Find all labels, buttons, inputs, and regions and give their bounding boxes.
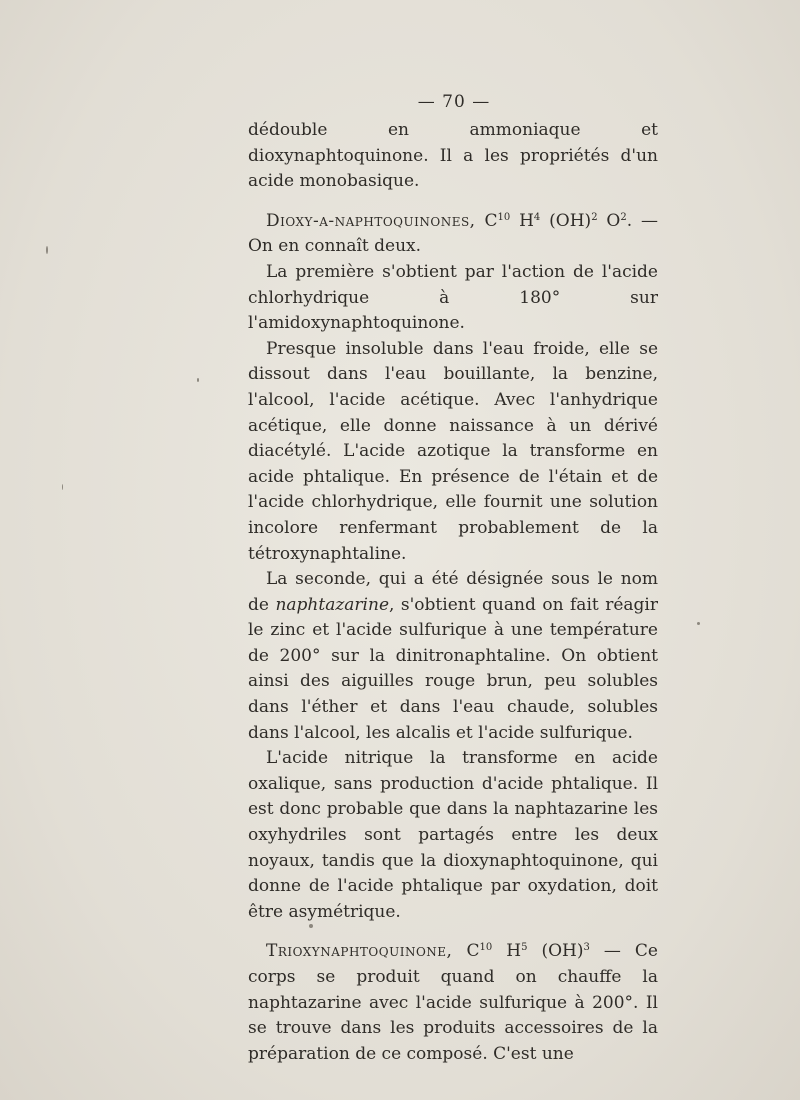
formula-sup: 5 xyxy=(521,942,528,954)
paragraph-text: . — On en connaît deux. xyxy=(248,210,659,257)
paper-speck xyxy=(309,924,313,928)
formula-c: C xyxy=(466,941,480,962)
paragraph-text: — Ce corps se produit quand on chauffe la naphtazarine avec l'acide sulfurique à 200°. Il se trouve dans les produits accessoires de la préparation de ce composé. C'est une xyxy=(248,941,658,1064)
paragraph-trioxy-naphtoquinone xyxy=(248,939,658,1067)
paper-speck xyxy=(197,378,199,382)
formula-oh: (OH) xyxy=(540,210,592,231)
formula-sup: 2 xyxy=(620,211,627,223)
paragraph-text: , s'obtient quand on fait réagir le zinc et l'acide sulfurique à une température de 200° sur la dinitronaphtaline. On obtient ainsi des aiguilles rouge brun, peu solubles dans l'éther et dans l'eau chaude, solubles dans l'alcool, les alcalis et l'acide sulfurique. xyxy=(248,594,658,743)
paragraph-dioxy-naphtoquinones xyxy=(248,209,658,260)
formula-c: C xyxy=(484,210,498,231)
paragraph-continuation: dédouble en ammoniaque et dioxynaphtoquinone. Il a les propriétés d'un acide monobasique. xyxy=(248,120,658,192)
formula-sup: 10 xyxy=(497,211,511,223)
section-heading: Trioxynaphtoquinone, xyxy=(266,941,453,962)
formula-sup: 3 xyxy=(583,942,590,954)
formula-o: O xyxy=(597,210,621,231)
formula-sup: 2 xyxy=(591,211,598,223)
formula-sup: 4 xyxy=(533,211,541,223)
paragraph-first: La première s'obtient par l'action de l'acide chlorhydrique à 180° sur l'amidoxynaphtoquinone. xyxy=(248,261,658,334)
page-number: — 70 — xyxy=(417,92,491,112)
paper-speck xyxy=(62,484,63,490)
formula-oh: (OH) xyxy=(527,941,584,962)
paragraph-text: La seconde, qui a été désignée sous le nom de xyxy=(248,569,658,615)
paragraph-second xyxy=(248,567,658,746)
italic-term: naphtazarine xyxy=(275,594,389,615)
formula-h: H xyxy=(492,941,522,962)
section-heading: Dioxy-α-naphtoquinones, xyxy=(266,210,476,231)
formula-h: H xyxy=(510,210,534,231)
paper-speck xyxy=(697,622,700,625)
paper-speck xyxy=(46,246,48,254)
formula-sup: 10 xyxy=(479,942,493,954)
paragraph-properties: Presque insoluble dans l'eau froide, elle se dissout dans l'eau bouillante, la benzine, l'alcool, l'acide acétique. Avec l'anhydrique acétique, elle donne naissance à un dérivé diacétylé. L'acide azotique la transforme en acide phtalique. En présence de l'étain et de l'acide chlorhydrique, elle fournit une solution incolore renfermant probablement de la tétroxynaphtaline. xyxy=(248,338,658,564)
paragraph-nitric-acid: L'acide nitrique la transforme en acide oxalique, sans production d'acide phtalique. Il est donc probable que dans la naphtazarine les oxyhydriles sont partagés entre les deux noyaux, tandis que la dioxynaphtoquinone, qui donne de l'acide phtalique par oxydation, doit être asymétrique. xyxy=(248,748,658,922)
